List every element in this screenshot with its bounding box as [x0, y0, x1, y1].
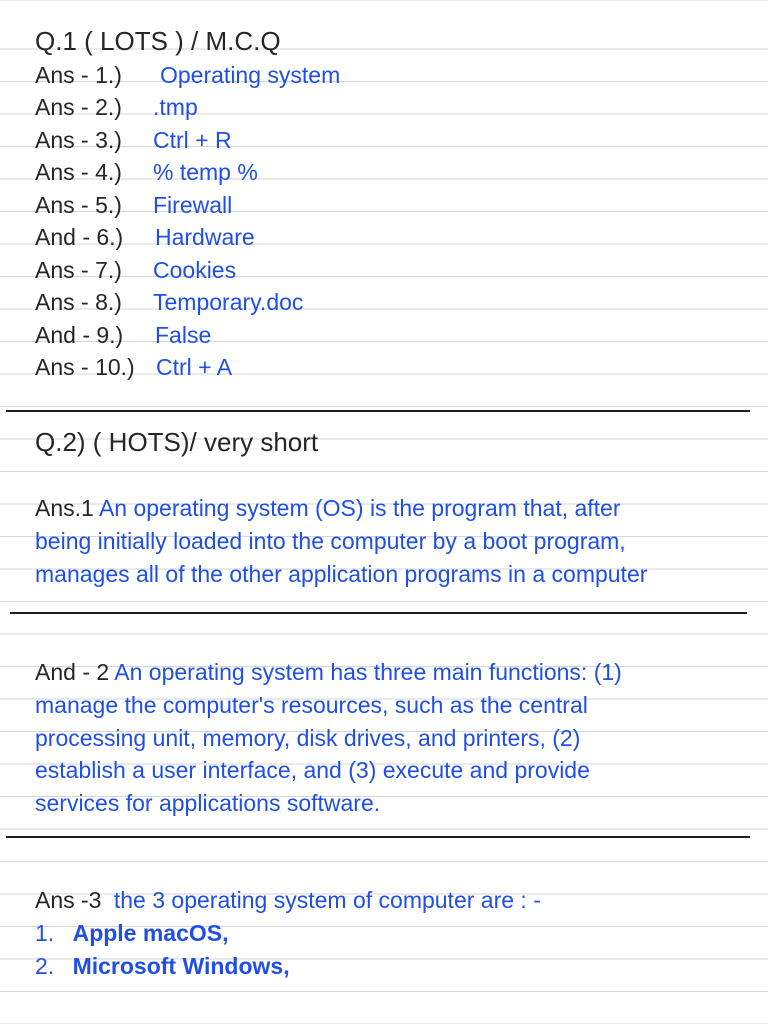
list-text: Microsoft Windows,: [72, 953, 290, 979]
answer-7-value: Cookies: [153, 257, 237, 283]
list-number: 1.: [35, 920, 55, 946]
answer-9-label: And - 9.): [35, 322, 124, 348]
answer-5-value: Firewall: [153, 192, 233, 218]
answer-6-label: And - 6.): [35, 224, 124, 250]
answer-2-label: Ans - 2.): [35, 94, 122, 120]
q2-answer-1-text-3: manages all of the other application programs in a computer: [35, 561, 648, 587]
q2-answer-2-line-1: [35, 661, 622, 684]
q2-answer-2-text-5: services for applications software.: [35, 790, 381, 816]
section-divider: [6, 836, 750, 838]
q1-heading: Q.1 ( LOTS ) / M.C.Q: [35, 26, 281, 56]
q2-answer-3-line-1: [35, 889, 541, 912]
answer-10-value: Ctrl + A: [156, 354, 233, 380]
answer-1-label: Ans - 1.): [35, 62, 122, 88]
list-item: [35, 955, 290, 978]
answer-5-label: Ans - 5.): [35, 192, 122, 218]
answer-8-label: Ans - 8.): [35, 289, 122, 315]
section-divider: [10, 612, 747, 614]
answer-3-label: Ans - 3.): [35, 127, 122, 153]
answer-10-label: Ans - 10.): [35, 354, 135, 380]
section-divider: [6, 410, 750, 412]
q2-answer-2-text-4: establish a user interface, and (3) execute and provide: [35, 757, 590, 783]
q2-answer-1-text-2: being initially loaded into the computer by a boot program,: [35, 528, 626, 554]
answer-4-label: Ans - 4.): [35, 159, 122, 185]
q2-answer-3-label: Ans -3: [35, 887, 102, 913]
answer-2-value: .tmp: [153, 94, 198, 120]
q2-answer-2-text-3: processing unit, memory, disk drives, and printers, (2): [35, 725, 581, 751]
list-item: [35, 922, 229, 945]
q2-answer-3-intro: the 3 operating system of computer are : -: [113, 887, 541, 913]
q2-answer-1-text-1: An operating system (OS) is the program that, after: [98, 495, 621, 521]
q2-answer-2-text-2: manage the computer's resources, such as the central: [35, 692, 588, 718]
answer-6-value: Hardware: [155, 224, 255, 250]
answer-4-value: % temp %: [153, 159, 258, 185]
q2-answer-2-text-1: An operating system has three main functions: (1): [114, 659, 622, 685]
q2-answer-1-label: Ans.1: [35, 495, 94, 521]
list-number: 2.: [35, 953, 55, 979]
answer-9-value: False: [155, 322, 212, 348]
answer-3-value: Ctrl + R: [153, 127, 232, 153]
answer-1-value: Operating system: [160, 62, 341, 88]
answer-7-label: Ans - 7.): [35, 257, 122, 283]
q2-heading: Q.2) ( HOTS)/ very short: [35, 427, 319, 457]
q2-answer-2-label: And - 2: [35, 659, 110, 685]
list-text: Apple macOS,: [72, 920, 229, 946]
q2-answer-1-line-1: [35, 497, 621, 520]
answer-8-value: Temporary.doc: [153, 289, 304, 315]
